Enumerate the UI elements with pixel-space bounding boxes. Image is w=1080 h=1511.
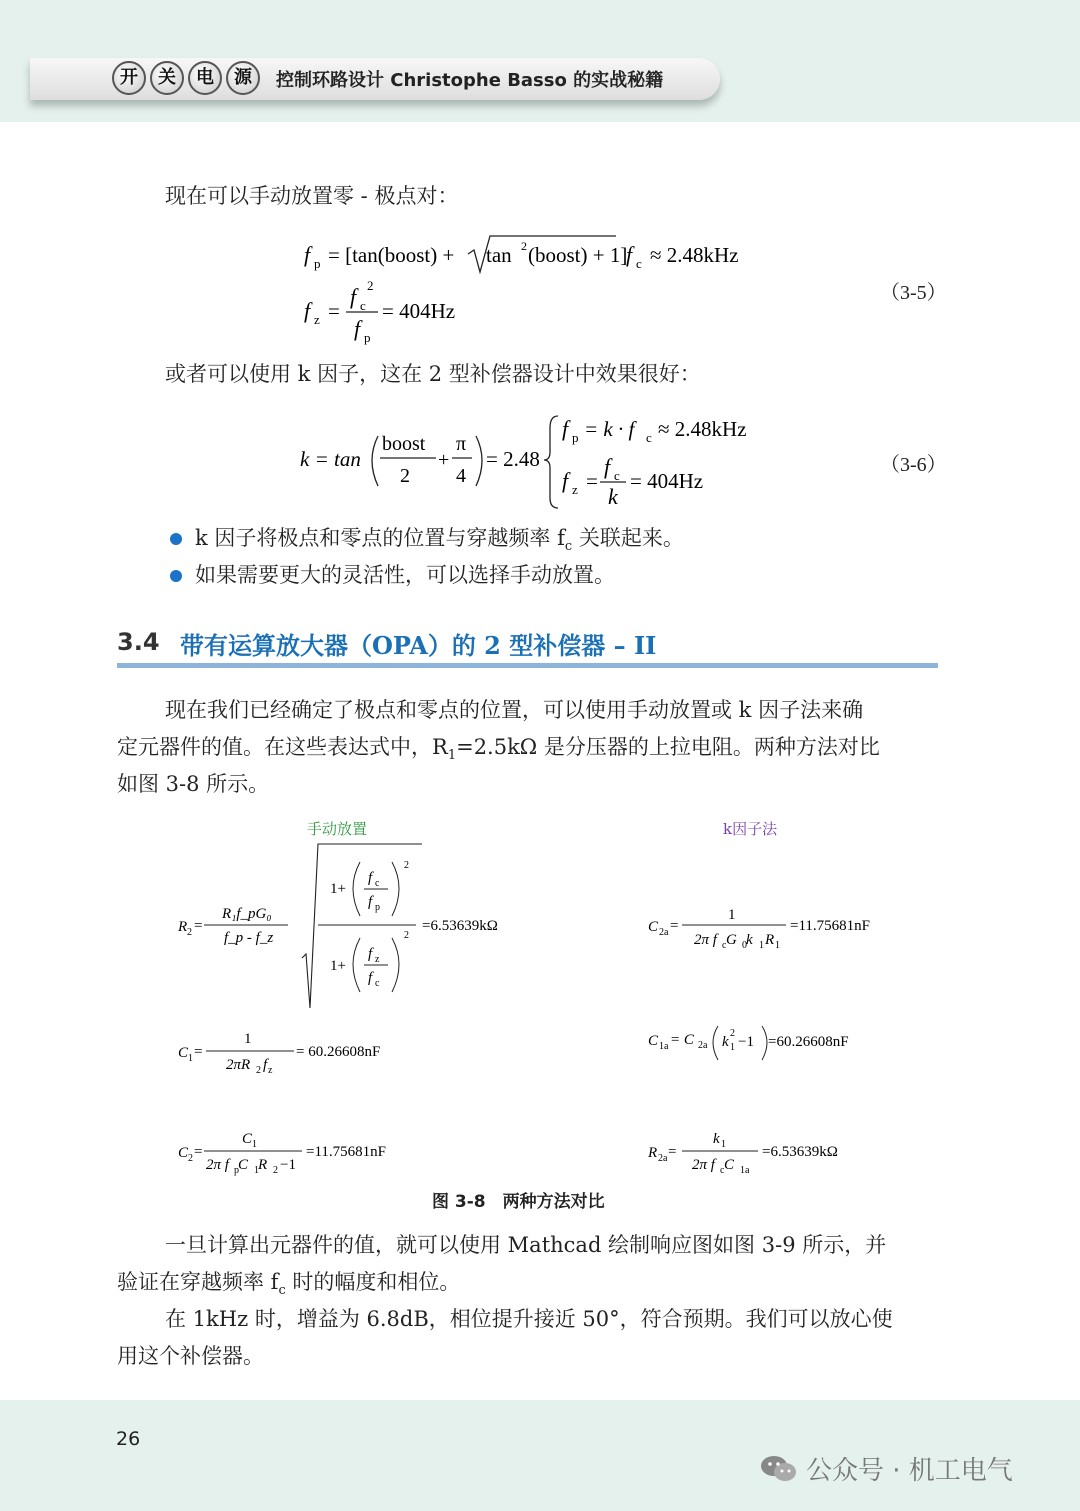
c1-lhs: C — [178, 1045, 189, 1061]
bullet-1-sub: c — [564, 539, 573, 555]
r2-eq: = — [194, 918, 203, 934]
eq36-fp-res: ≈ 2.48kHz — [658, 417, 747, 441]
r2a-lhs-sub: 2a — [658, 1153, 668, 1164]
figure-caption: 图 3-8 两种方法对比 — [432, 1192, 605, 1212]
c1a-minus: −1 — [738, 1034, 754, 1050]
para1-line1: 现在我们已经确定了极点和零点的位置，可以使用手动放置或 k 因子法来确 — [165, 698, 864, 722]
eq-fz-den-sub: p — [364, 330, 371, 345]
c2a-den-k-sub: 1 — [759, 940, 764, 951]
c2-eq: = — [194, 1144, 203, 1160]
para3-line1: 在 1kHz 时，增益为 6.8dB，相位提升接近 50°，符合预期。我们可以放心使 — [165, 1307, 893, 1331]
series-char: 源 — [226, 61, 260, 95]
eq36-fz-num-sub: c — [614, 468, 620, 483]
eq-four: 4 — [456, 465, 466, 487]
c2a-num: 1 — [728, 907, 736, 923]
eq36-fz-sub: z — [572, 482, 578, 497]
figure-3-8 — [170, 840, 910, 1180]
kfactor-line: 或者可以使用 k 因子，这在 2 型补偿器设计中效果很好： — [165, 362, 701, 386]
eq-two: 2 — [400, 465, 410, 487]
c1-lhs-sub: 1 — [188, 1053, 193, 1064]
bullet-dot — [170, 533, 182, 545]
para1-line2a: 定元器件的值。在这些表达式中，R — [117, 735, 448, 759]
watermark — [760, 1450, 1013, 1487]
r2a-den-tail-sub: 1a — [740, 1165, 750, 1176]
c1a-eq: = C — [670, 1032, 694, 1048]
eq-plus: + — [438, 449, 450, 471]
eq-fp-subscript: p — [314, 256, 321, 271]
paren — [353, 938, 360, 992]
r2-sup-2: 2 — [404, 930, 409, 941]
equation-3-6 — [296, 408, 776, 518]
paren — [713, 1026, 718, 1060]
r2-fz-sub: z — [375, 954, 380, 965]
r2-fc-sub: c — [375, 878, 380, 889]
eq36-fp: f — [562, 416, 569, 441]
c1-den-tail: f — [263, 1057, 268, 1073]
eq-fz-subscript: z — [314, 312, 320, 327]
right-paren — [476, 436, 482, 486]
r2-fz: f — [368, 946, 373, 962]
c1-eq: = — [194, 1044, 203, 1060]
eq36-fz: f — [562, 468, 569, 493]
eq-fp-symbol: f — [304, 242, 311, 267]
eq-fz-num: f — [350, 284, 357, 309]
c2-lhs-sub: 2 — [188, 1153, 193, 1164]
eq-fp-body: = [tan(boost) + — [328, 243, 455, 267]
para2-line2-sub: c — [278, 1283, 286, 1299]
para1-line3: 如图 3-8 所示。 — [117, 772, 270, 796]
series-char: 关 — [150, 61, 184, 95]
c2-den-mid: C — [238, 1157, 249, 1173]
c2-den-tail: R — [258, 1157, 268, 1173]
r2-one-plus: 1+ — [330, 881, 346, 897]
eq-fz-result: = 404Hz — [382, 299, 456, 323]
para2-line2b: 时的幅度和相位。 — [285, 1270, 461, 1294]
c1-den: 2πR — [226, 1057, 251, 1073]
watermark-text: 公众号 · 机工电气 — [806, 1456, 1013, 1486]
c2a-lhs-sub: 2a — [659, 927, 669, 938]
r2a-eq: = — [668, 1144, 677, 1160]
c1a-k: k — [722, 1034, 729, 1050]
c2-lhs: C — [178, 1145, 189, 1161]
c2-den: 2π f — [206, 1157, 229, 1173]
brace — [544, 416, 558, 508]
eq36-fp-sub: p — [572, 430, 579, 445]
para3-line2: 用这个补偿器。 — [117, 1344, 264, 1368]
c2a-den-r-sub: 1 — [775, 940, 780, 951]
eq36-fz-eq: = — [586, 469, 598, 493]
eq36-fp-c: c — [646, 430, 652, 445]
bullet-1-text: k 因子将极点和零点的位置与穿越频率 f — [195, 526, 565, 550]
r2-fc: f — [368, 870, 373, 886]
eq36-fz-num: f — [604, 454, 611, 479]
r2a-lhs: R — [648, 1145, 658, 1161]
page-number: 26 — [116, 1428, 141, 1450]
figure-right-title: k因子法 — [723, 820, 778, 838]
c2-den-mid-sub: 1 — [254, 1165, 259, 1176]
r2a-num-sub: 1 — [721, 1139, 726, 1150]
c1a-lhs-sub: 1a — [659, 1041, 669, 1052]
eq-fz-den: f — [354, 316, 361, 341]
eq-k-value: = 2.48 — [486, 447, 540, 471]
paren — [762, 1026, 767, 1060]
eq-fp-result: ≈ 2.48kHz — [650, 243, 739, 267]
r2-result: =6.53639kΩ — [422, 918, 498, 934]
c1a-k-sub: 1 — [730, 1042, 735, 1053]
r2a-result: =6.53639kΩ — [762, 1144, 838, 1160]
section-rule — [117, 663, 938, 668]
eq36-fz-den: k — [608, 484, 618, 509]
c2-den-end: −1 — [280, 1157, 296, 1173]
c1-den-tail-sub: z — [268, 1065, 273, 1076]
c1a-result: =60.26608nF — [768, 1034, 849, 1050]
c2-num-sub: 1 — [252, 1139, 257, 1150]
c2-num: C — [242, 1131, 253, 1147]
c2a-den: 2π f — [694, 932, 717, 948]
c1a-lhs: C — [648, 1033, 659, 1049]
c1a-eq-sub: 2a — [698, 1040, 708, 1051]
eq-boost: boost — [382, 433, 426, 455]
eq-sqrt-tan: tan — [486, 243, 512, 267]
para1-line2-sub: 1 — [447, 748, 457, 764]
c2a-result: =11.75681nF — [790, 918, 870, 934]
section-title: 带有运算放大器（OPA）的 2 型补偿器 – II — [180, 631, 657, 660]
c2-den-sub: p — [234, 1165, 239, 1176]
eq-fc-sub: c — [636, 256, 642, 271]
r2-num: R₁f_pG₀ — [222, 906, 272, 922]
eq-fz-eq: = — [328, 299, 340, 323]
r2-lhs: R — [178, 919, 188, 935]
bullet-1-tail: 关联起来。 — [572, 526, 684, 550]
r2-fp-sub: p — [375, 902, 380, 913]
c1-result: = 60.26608nF — [296, 1044, 381, 1060]
series-char: 开 — [112, 61, 146, 95]
paren — [353, 862, 360, 916]
r2-sup: 2 — [404, 860, 409, 871]
c2-den-tail-sub: 2 — [273, 1165, 278, 1176]
eq36-fp-rest: = k · f — [584, 417, 635, 441]
paren — [392, 938, 399, 992]
r2a-den: 2π f — [692, 1157, 715, 1173]
figure-left-title: 手动放置 — [307, 820, 368, 838]
c2a-den-tail: G — [726, 932, 737, 948]
book-title: 控制环路设计 Christophe Basso 的实战秘籍 — [276, 70, 664, 91]
r2a-num: k — [713, 1131, 720, 1147]
r2-one-plus-2: 1+ — [330, 958, 346, 974]
c2a-lhs: C — [648, 919, 659, 935]
bullet-dot — [170, 570, 182, 582]
equation-number-3-5: （3-5） — [880, 282, 947, 304]
c2a-den-tail-sub: 0 — [742, 940, 747, 951]
equation-3-5 — [296, 228, 766, 348]
c2a-den-k: k — [746, 932, 753, 948]
para2-line1: 一旦计算出元器件的值，就可以使用 Mathcad 绘制响应图如图 3-9 所示，并 — [165, 1233, 887, 1257]
paren — [392, 862, 399, 916]
eq-k-lhs: k = tan — [300, 447, 361, 471]
c2a-den-r: R — [765, 932, 775, 948]
r2-den: f_p - f_z — [224, 930, 274, 946]
eq-fz-num-sub: c — [360, 298, 366, 313]
c2a-den-sub: c — [722, 940, 727, 951]
left-paren — [372, 436, 378, 486]
eq-sqrt-tail: (boost) + 1] — [528, 243, 628, 267]
eq-pi: π — [456, 433, 467, 455]
equation-number-3-6: （3-6） — [880, 454, 947, 476]
eq-fz-num-sup: 2 — [367, 278, 374, 293]
para1-line2b: =2.5kΩ 是分压器的上拉电阻。两种方法对比 — [456, 735, 880, 759]
bullet-item-2: 如果需要更大的灵活性，可以选择手动放置。 — [195, 563, 615, 587]
c2a-eq: = — [670, 918, 679, 934]
c1-num: 1 — [244, 1031, 252, 1047]
eq36-fz-res: = 404Hz — [630, 469, 704, 493]
c1-den-sub: 2 — [256, 1065, 261, 1076]
r2a-den-sub: c — [720, 1165, 725, 1176]
c1a-k-sup: 2 — [730, 1028, 735, 1039]
eq-sqrt-sup: 2 — [521, 239, 527, 253]
c2-result: =11.75681nF — [306, 1144, 386, 1160]
section-number: 3.4 — [117, 628, 160, 656]
r2-lhs-sub: 2 — [187, 927, 192, 938]
wechat-icon — [760, 1454, 798, 1484]
eq-fz-symbol: f — [304, 298, 311, 323]
series-char: 电 — [188, 61, 222, 95]
para2-line2a: 验证在穿越频率 f — [117, 1270, 279, 1294]
series-logo — [112, 61, 264, 95]
r2-fc-2: f — [368, 970, 373, 986]
intro-line: 现在可以手动放置零 - 极点对： — [165, 184, 459, 208]
r2a-den-tail: C — [724, 1157, 735, 1173]
r2-fc-2-sub: c — [375, 978, 380, 989]
r2-fp: f — [368, 894, 373, 910]
eq-fc: f — [626, 242, 633, 267]
